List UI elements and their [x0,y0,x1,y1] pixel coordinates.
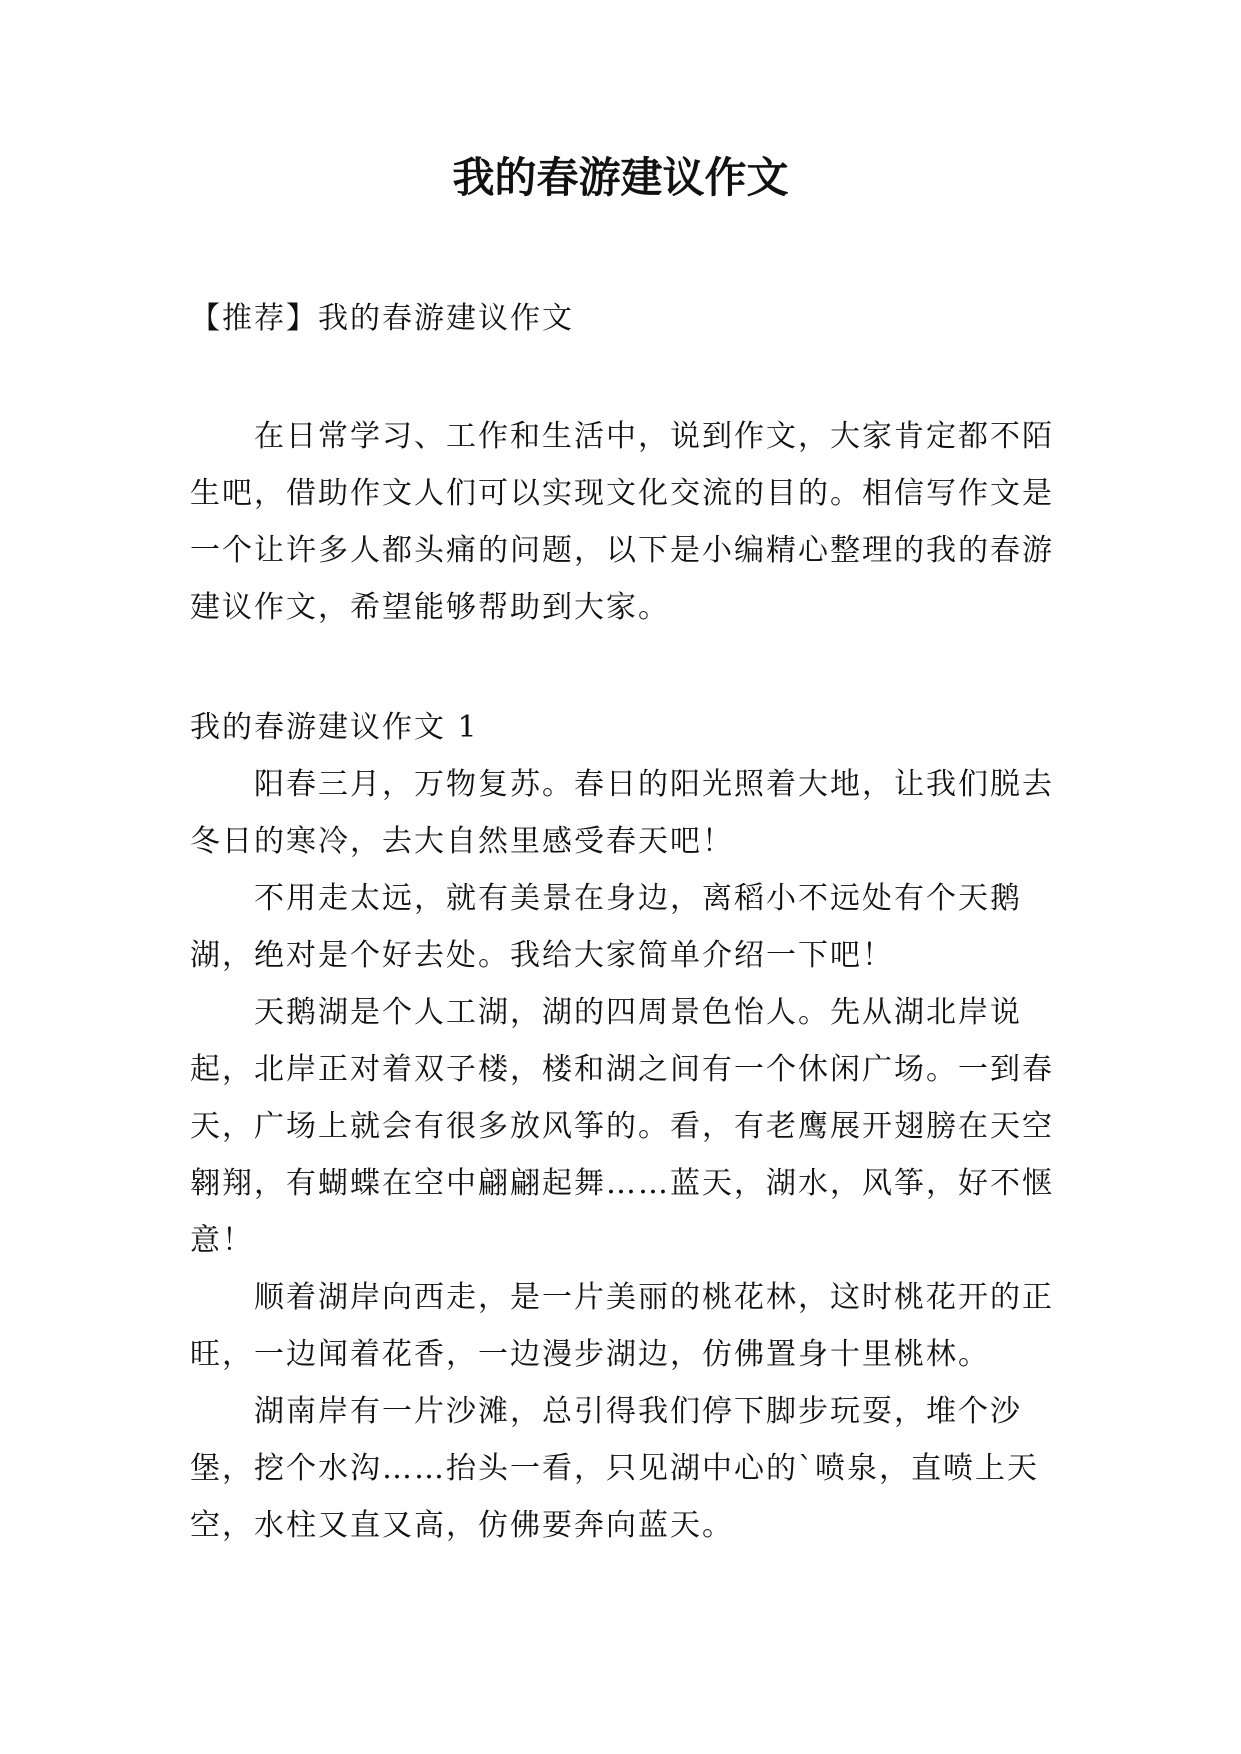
document-body [190,290,1070,1554]
essay-paragraph-1: 阳春三月，万物复苏。春日的阳光照着大地，让我们脱去冬日的寒冷，去大自然里感受春天吧！ [190,767,1054,859]
essay-paragraph-5: 湖南岸有一片沙滩，总引得我们停下脚步玩耍，堆个沙堡，挖个水沟……抬头一看，只见湖中心的`喷泉，直喷上天空，水柱又直又高，仿佛要奔向蓝天。 [190,1394,1039,1543]
essay-paragraph-3: 天鹅湖是个人工湖，湖的四周景色怡人。先从湖北岸说起，北岸正对着双子楼，楼和湖之间有一个休闲广场。一到春天，广场上就会有很多放风筝的。看，有老鹰展开翅膀在天空翱翔，有蝴蝶在空中翩翩起舞……蓝天，湖水，风筝，好不惬意！ [190,995,1054,1258]
recommend-line: 【推荐】我的春游建议作文 [190,301,574,336]
intro-paragraph: 在日常学习、工作和生活中，说到作文，大家肯定都不陌生吧，借助作文人们可以实现文化交流的目的。相信写作文是一个让许多人都头痛的问题，以下是小编精心整理的我的春游建议作文，希望能够帮助到大家。 [190,419,1054,625]
document-title: 我的春游建议作文 [452,153,789,202]
section-heading: 我的春游建议作文 1 [190,710,479,745]
essay-paragraph-2: 不用走太远，就有美景在身边，离稻小不远处有个天鹅湖，绝对是个好去处。我给大家简单介绍一下吧！ [190,881,1022,973]
essay-paragraph-4: 顺着湖岸向西走，是一片美丽的桃花林，这时桃花开的正旺，一边闻着花香，一边漫步湖边，仿佛置身十里桃林。 [190,1280,1054,1372]
